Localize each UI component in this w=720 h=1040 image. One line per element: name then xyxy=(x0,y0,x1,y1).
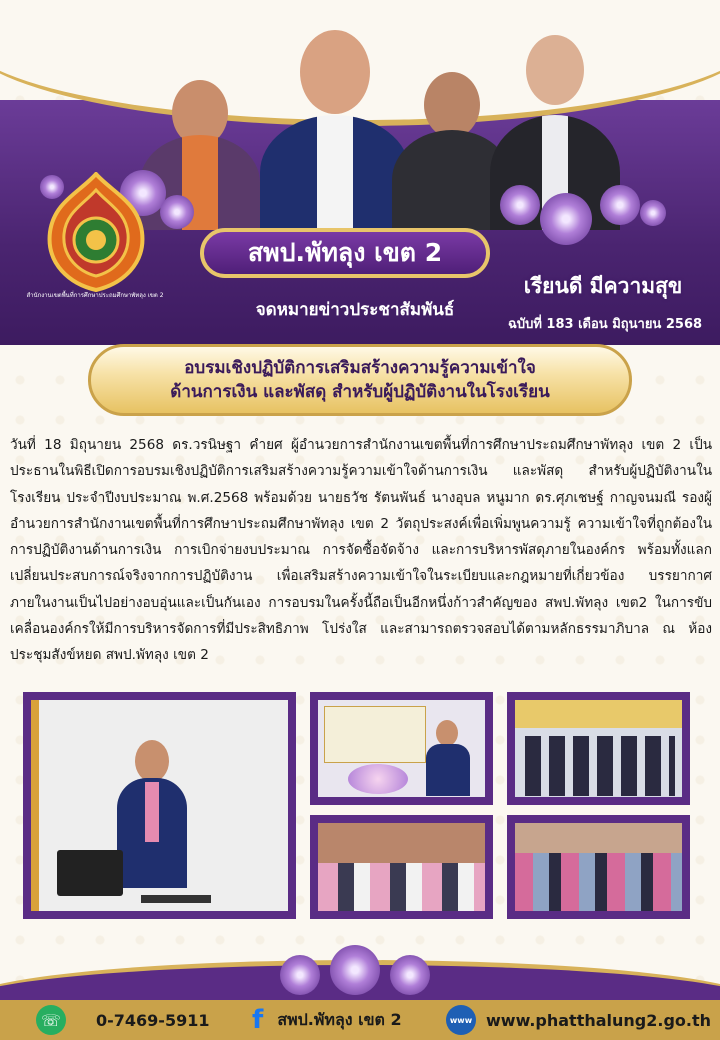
headline-banner xyxy=(88,344,632,416)
phone-number: 0-7469-5911 xyxy=(96,1010,210,1030)
person-2 xyxy=(260,30,410,230)
facebook-page: สพป.พัทลุง เขต 2 xyxy=(277,1009,402,1029)
office-title-badge: สพป.พัทลุง เขต 2 xyxy=(200,228,490,278)
office-logo-icon xyxy=(42,172,150,292)
article-body: วันที่ 18 มิถุนายน 2568 ดร.วรนิษฐา คำยศ ผู้อำนวยการสำนักงานเขตพื้นที่การศึกษาประถมศึกษาพัทลุง เขต 2 เป็นประธานในพิธีเปิดการอบรมเชิงปฏิบัติการเสริมสร้างความรู้ความเข้าใจด้านการเงิน และพัสดุ สำหรับผู้ปฏิบัติงานในโรงเรียน ประจำปีงบประมาณ พ.ศ.2568 พร้อมด้วย นายธวัช รัตนพันธ์ นางอุบล หนูมาก ดร.ศุภเชษฐ์ กาญจนมณี รองผู้อำนวยการสำนักงานเขตพื้นที่การศึกษาประถมศึกษาพัทลุง เขต 2 วัตถุประสงค์เพื่อเพิ่มพูนความรู้ ความเข้าใจที่ถูกต้องในการปฏิบัติงานด้านการเงิน การเบิกจ่ายงบประมาณ การจัดซื้อจัดจ้าง และการบริหารพัสดุภายในองค์กร พร้อมทั้งแลกเปลี่ยนประสบการณ์จริงจากการปฏิบัติงาน เพื่อเสริมสร้างความเข้าใจในระเบียบและกฎหมายที่เกี่ยวข้อง บรรยากาศภายในงานเป็นไปอย่างอบอุ่นและเป็นกันเอง การอบรมในครั้งนี้ถือเป็นอีกหนึ่งก้าวสำคัญของ สพป.พัทลุง เขต2 ในการขับเคลื่อนองค์กรให้มีการบริหารจัดการที่มีประสิทธิภาพ โปร่งใส และสามารถตรวจสอบได้ตามหลักธรรมาภิบาล ณ ห้องประชุมสังข์หยด สพป.พัทลุง เขต 2 xyxy=(10,437,712,664)
photo-speaker xyxy=(23,692,296,919)
photo-audience-1 xyxy=(310,815,493,919)
logo-caption: สำนักงานเขตพื้นที่การศึกษาประถมศึกษาพัทลุง เขต 2 xyxy=(26,292,164,299)
slogan: เรียนดี มีความสุข xyxy=(523,274,683,298)
flower-decoration-right xyxy=(490,165,690,265)
photo-audience-2 xyxy=(507,815,690,919)
header xyxy=(0,0,720,345)
footer xyxy=(0,1000,720,1040)
headline-line-1: อบรมเชิงปฏิบัติการเสริมสร้างความรู้ความเข้าใจ xyxy=(184,358,536,378)
facebook-icon: f xyxy=(252,1005,264,1035)
footer-website[interactable] xyxy=(446,1000,711,1040)
photo-presentation xyxy=(310,692,493,805)
bottom-flower-decoration xyxy=(0,930,720,1000)
phone-icon: ☏ xyxy=(36,1005,66,1035)
issue-number: ฉบับที่ 183 เดือน มิถุนายน 2568 xyxy=(507,317,703,332)
photo-group xyxy=(507,692,690,805)
footer-phone[interactable] xyxy=(36,1000,209,1040)
newsletter-label: จดหมายข่าวประชาสัมพันธ์ xyxy=(255,300,455,320)
web-globe-icon: www xyxy=(446,1005,476,1035)
footer-facebook[interactable] xyxy=(252,1000,402,1040)
website-url: www.phatthalung2.go.th xyxy=(486,1010,712,1030)
headline-line-2: ด้านการเงิน และพัสดุ สำหรับผู้ปฏิบัติงานในโรงเรียน xyxy=(170,382,550,402)
